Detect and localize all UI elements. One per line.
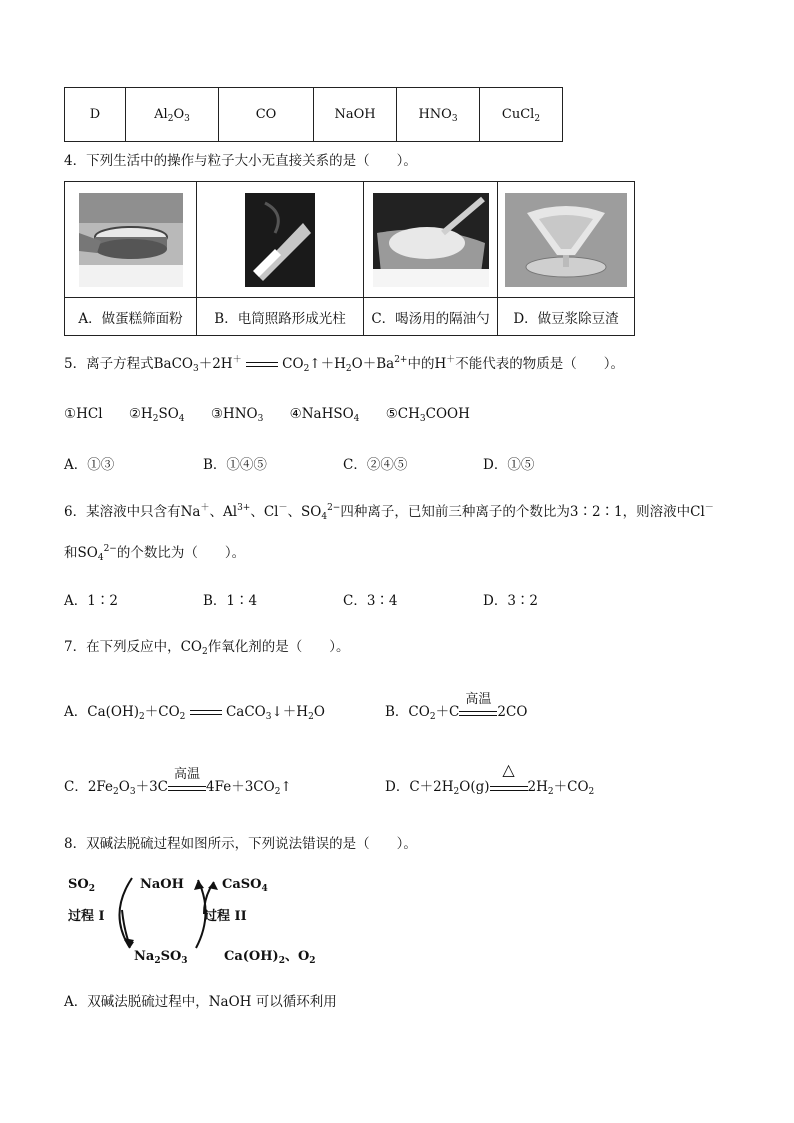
diagram-caso4: CaSO$_4$ bbox=[222, 877, 268, 894]
desulfurization-cycle-diagram bbox=[64, 868, 324, 968]
q6-option-d: D．3∶2 bbox=[483, 593, 539, 609]
q7-option-b: B．$CO_2+C$ 高温 2CO bbox=[385, 691, 528, 722]
light-beam-icon bbox=[245, 193, 315, 287]
equals-sign-icon bbox=[246, 358, 278, 372]
q5-item-3: $③HNO_3$ bbox=[210, 406, 264, 424]
q5-item-2: $②H_2SO_4$ bbox=[128, 406, 185, 424]
diagram-process1: 过程 I bbox=[68, 909, 105, 924]
q7-stem-b: 作氧化剂的是（ ）。 bbox=[207, 639, 350, 655]
diagram-process2: 过程 II bbox=[204, 909, 247, 924]
q6-stem-line2: 和$SO_4^{2-}$的个数比为（ ）。 bbox=[64, 544, 246, 563]
q5-stem-prefix: 5．离子方程式 bbox=[64, 356, 154, 372]
q4-option-c: C．喝汤用的隔油勺 bbox=[364, 298, 498, 336]
answer-table-row-d bbox=[64, 87, 563, 142]
q6-stem-c: 的个数比为（ ）。 bbox=[116, 545, 246, 561]
cell-naoh: NaOH bbox=[314, 88, 397, 142]
q4-option-d-image bbox=[498, 182, 635, 298]
diagram-caoh2-o2: $Ca(OH)_2$、$O_2$ bbox=[224, 949, 316, 966]
q7-option-a: A．$Ca(OH)_2+CO_2$ $CaCO_3↓+H_2O$ bbox=[64, 704, 325, 722]
q6-option-a: A．1∶2 bbox=[64, 593, 118, 609]
q6-stem-b: 四种离子，已知前三种离子的个数比为3∶2∶1，则溶液中 bbox=[340, 504, 691, 520]
cell-al2o3: $Al_2O_3$ bbox=[126, 88, 219, 142]
q4-option-b: B．电筒照路形成光柱 bbox=[197, 298, 364, 336]
q7-stem: 7．在下列反应中，$CO_2$作氧化剂的是（ ）。 bbox=[64, 639, 350, 657]
q6-option-b: B．1∶4 bbox=[203, 593, 258, 609]
diagram-so2: $SO_2$ bbox=[68, 877, 95, 894]
q4-stem: 4．下列生活中的操作与粒子大小无直接关系的是（ ）。 bbox=[64, 153, 417, 169]
q5-item-5: $⑤CH_3COOH$ bbox=[385, 406, 470, 424]
q7-stem-a: 7．在下列反应中， bbox=[64, 639, 181, 655]
q6-stem-a: 6．某溶液中只含有 bbox=[64, 504, 181, 520]
q4-option-a-image bbox=[65, 182, 197, 298]
q4-option-b-image bbox=[197, 182, 364, 298]
heat-condition: △ bbox=[502, 759, 515, 779]
sieve-icon bbox=[79, 193, 183, 287]
diagram-na2so3: $Na_2SO_3$ bbox=[134, 949, 188, 966]
q5-items bbox=[64, 406, 470, 422]
q7-option-c: C．$2Fe_2O_3+3C$ 高温 $4Fe+3CO_2↑$ bbox=[64, 766, 292, 797]
diagram-naoh: NaOH bbox=[140, 877, 184, 892]
filter-icon bbox=[505, 193, 627, 287]
q6-option-c: C．3∶4 bbox=[343, 593, 398, 609]
high-temp-condition: 高温 bbox=[465, 691, 492, 707]
cell-d: D bbox=[65, 88, 126, 142]
q5-item-4: ④NaHSO$_4$ bbox=[289, 406, 360, 424]
q8-stem: 8．双碱法脱硫过程如图所示，下列说法错误的是（ ）。 bbox=[64, 836, 417, 852]
q5-stem-suffix: 中的 bbox=[407, 356, 435, 372]
cell-co: CO bbox=[219, 88, 314, 142]
q4-option-d: D．做豆浆除豆渣 bbox=[498, 298, 635, 336]
oil-spoon-icon bbox=[373, 193, 489, 287]
q7-option-d: D．$C+2H_2O(g)$ △ $2H_2+CO_2$ bbox=[385, 759, 595, 797]
q5-stem-end: 不能代表的物质是（ ）。 bbox=[455, 356, 625, 372]
equals-sign-icon bbox=[190, 706, 222, 720]
high-temp-condition: 高温 bbox=[174, 766, 201, 782]
q6-stem-line1: 6．某溶液中只含有Na＋、$Al^{3+}$、Cl－、$SO_4^{2-}$四种离子，已知前三种离子的个数比为3∶2∶1，则溶液中Cl－ bbox=[64, 503, 714, 522]
q5-option-c: C．②④⑤ bbox=[343, 457, 408, 473]
q5-option-a: A．①③ bbox=[64, 457, 115, 473]
cell-hno3: $HNO_3$ bbox=[397, 88, 480, 142]
q4-option-table bbox=[64, 181, 635, 336]
cell-cucl2: CuCl$_2$ bbox=[480, 88, 563, 142]
q8-option-a: A．双碱法脱硫过程中，NaOH 可以循环利用 bbox=[64, 994, 337, 1010]
q5-stem: 5．离子方程式BaCO$_3$＋2H＋ $CO_2↑+H_2O+Ba^{2+}$中的H＋不能代表的物质是（ ）。 bbox=[64, 355, 625, 374]
q5-option-b: B．①④⑤ bbox=[203, 457, 267, 473]
q4-option-a: A．做蛋糕筛面粉 bbox=[65, 298, 197, 336]
q4-option-c-image bbox=[364, 182, 498, 298]
q5-option-d: D．①⑤ bbox=[483, 457, 535, 473]
q5-item-1: ①HCl bbox=[64, 406, 103, 422]
